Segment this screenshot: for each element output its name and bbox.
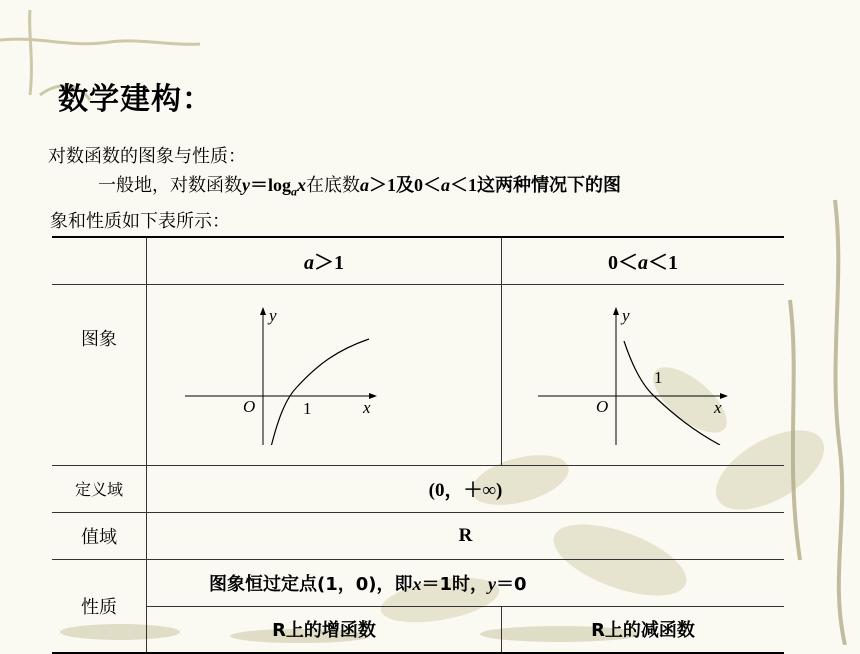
vine-right <box>790 200 845 645</box>
fixed-point-x: x <box>412 573 422 594</box>
paragraph-line-1 <box>50 170 810 207</box>
table-row-domain <box>52 465 784 512</box>
y-axis-arrow-icon <box>613 307 619 315</box>
range-value: R <box>147 512 785 559</box>
subtitle: 对数函数的图象与性质： <box>48 146 246 167</box>
table-row-range <box>52 512 784 559</box>
row-label-domain: 定义域 <box>52 465 147 512</box>
header-right-pre: 0＜ <box>608 252 638 275</box>
fixed-point-pre: 图象恒过定点(1，0)，即 <box>209 573 413 595</box>
origin-label: O <box>243 396 256 416</box>
y-axis-arrow-icon <box>260 307 266 315</box>
x-label: x <box>363 397 371 417</box>
fixed-point-property <box>147 559 785 606</box>
row-label-graph: 图象 <box>52 284 147 465</box>
para-a1: a <box>360 175 370 195</box>
table-row-props-2 <box>52 606 784 653</box>
log-graph-increasing <box>147 305 501 445</box>
header-right-a: a <box>638 252 648 275</box>
one-label: 1 <box>303 398 312 418</box>
increasing-curve <box>271 339 369 445</box>
table-row-graph <box>52 284 784 465</box>
origin-label: O <box>596 396 609 416</box>
properties-table <box>52 236 784 654</box>
para-x: x <box>297 175 307 195</box>
y-label: y <box>622 305 630 325</box>
table-row-props-1 <box>52 559 784 606</box>
fixed-point-y: y <box>488 573 497 594</box>
table-header-row <box>52 237 784 284</box>
log-graph-decreasing <box>502 305 784 445</box>
para-eq: ＝log <box>250 175 292 195</box>
header-a-greater-1 <box>147 237 502 284</box>
paragraph-line-2: 象和性质如下表所示： <box>50 210 230 232</box>
header-a-between-0-1 <box>502 237 785 284</box>
intro-paragraph <box>50 170 810 237</box>
one-label: 1 <box>654 367 663 387</box>
decreasing-property: R上的减函数 <box>502 606 785 653</box>
increasing-property: R上的增函数 <box>147 606 502 653</box>
page-title: 数学建构： <box>58 82 213 117</box>
x-label: x <box>714 397 722 417</box>
graph-cell-right <box>502 284 785 465</box>
para-lt1: ＜1这两种情况下的图 <box>450 175 622 195</box>
graph-cell-left <box>147 284 502 465</box>
domain-value: (0，＋∞) <box>147 465 785 512</box>
decreasing-curve <box>624 341 720 445</box>
y-label: y <box>269 305 277 325</box>
header-left-rest: ＞1 <box>314 252 344 275</box>
header-left-a: a <box>304 252 314 275</box>
row-label-props: 性质 <box>52 559 147 653</box>
para-a2: a <box>441 175 451 195</box>
header-right-rest: ＜1 <box>648 252 678 275</box>
header-empty-cell <box>52 237 147 284</box>
para-text-1: 一般地，对数函数 <box>98 175 242 196</box>
para-gt1: ＞1及0＜ <box>369 175 442 195</box>
fixed-point-end: ＝0 <box>496 573 527 595</box>
fixed-point-mid: ＝1时， <box>421 573 489 595</box>
row-label-range: 值域 <box>52 512 147 559</box>
para-text-2: 在底数 <box>306 175 361 196</box>
para-sub-a: a <box>291 184 298 199</box>
para-y: y <box>242 175 250 195</box>
